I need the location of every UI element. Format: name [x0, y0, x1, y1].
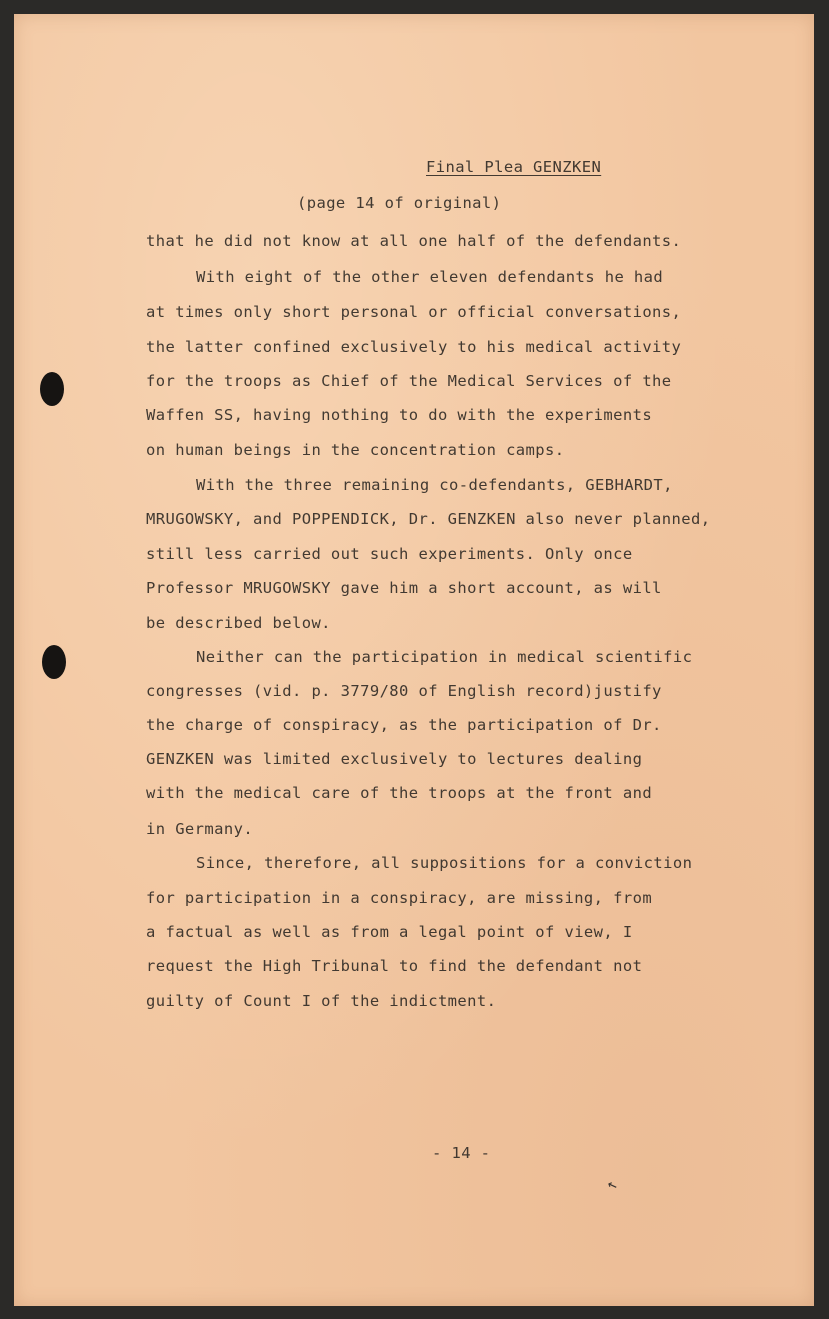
text-line: congresses (vid. p. 3779/80 of English record)justify — [146, 682, 662, 700]
text-line: Since, therefore, all suppositions for a conviction — [196, 854, 693, 872]
text-line: Professor MRUGOWSKY gave him a short account, as will — [146, 579, 662, 597]
text-line: on human beings in the concentration camps. — [146, 441, 565, 459]
text-line: With the three remaining co-defendants, GEBHARDT, — [196, 476, 673, 494]
text-line: for participation in a conspiracy, are missing, from — [146, 889, 653, 907]
text-line: GENZKEN was limited exclusively to lectures dealing — [146, 750, 643, 768]
text-line: request the High Tribunal to find the defendant not — [146, 957, 643, 975]
text-line: MRUGOWSKY, and POPPENDICK, Dr. GENZKEN also never planned, — [146, 510, 711, 528]
text-line: that he did not know at all one half of the defendants. — [146, 232, 682, 250]
text-line: the charge of conspiracy, as the participation of Dr. — [146, 716, 662, 734]
text-line: be described below. — [146, 614, 331, 632]
page-reference: (page 14 of original) — [297, 194, 502, 212]
text-line: in Germany. — [146, 820, 254, 838]
pointer-cursor-icon: ↖ — [604, 1172, 620, 1195]
text-line: at times only short personal or official conversations, — [146, 303, 682, 321]
page-number: - 14 - — [432, 1144, 491, 1162]
text-line: still less carried out such experiments. Only once — [146, 545, 633, 563]
text-line: a factual as well as from a legal point of view, I — [146, 923, 633, 941]
text-line: the latter confined exclusively to his medical activity — [146, 338, 682, 356]
text-line: Neither can the participation in medical scientific — [196, 648, 693, 666]
punch-hole-bottom — [42, 645, 66, 679]
text-line: With eight of the other eleven defendants he had — [196, 268, 664, 286]
text-line: Waffen SS, having nothing to do with the experiments — [146, 406, 653, 424]
text-line: guilty of Count I of the indictment. — [146, 992, 497, 1010]
text-line: with the medical care of the troops at the front and — [146, 784, 653, 802]
text-line: for the troops as Chief of the Medical Services of the — [146, 372, 672, 390]
punch-hole-top — [40, 372, 64, 406]
document-header: Final Plea GENZKEN — [426, 158, 602, 176]
